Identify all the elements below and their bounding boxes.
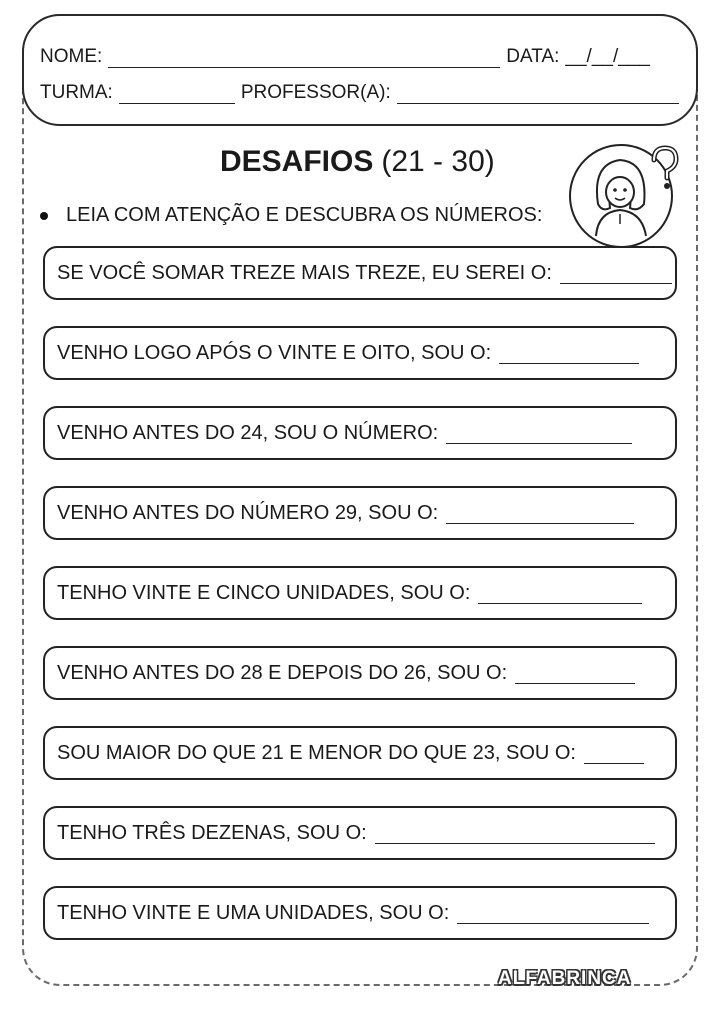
turma-label: TURMA: (40, 82, 113, 103)
header-row-turma-professor (40, 82, 685, 104)
instruction (40, 204, 542, 227)
question-text: VENHO LOGO APÓS O VINTE E OITO, SOU O: (57, 341, 492, 364)
answer-blank[interactable] (446, 503, 634, 524)
professor-field[interactable] (397, 85, 679, 104)
student-info-header (22, 14, 698, 126)
question-text: SOU MAIOR DO QUE 21 E MENOR DO QUE 23, SOU O: (57, 741, 576, 764)
header-row-name-date (40, 46, 650, 68)
question-text: TENHO TRÊS DEZENAS, SOU O: (57, 821, 367, 844)
question-text: VENHO ANTES DO 24, SOU O NÚMERO: (57, 421, 439, 444)
data-field[interactable]: __/__/___ (565, 46, 650, 67)
question-text: VENHO ANTES DO 28 E DEPOIS DO 26, SOU O: (57, 661, 508, 684)
question-box (43, 326, 677, 380)
question-box (43, 246, 677, 300)
bullet-icon (40, 212, 48, 220)
data-label: DATA: (506, 46, 560, 67)
professor-label: PROFESSOR(A): (240, 82, 391, 103)
brand-logo: ALFABRINCA (498, 968, 632, 989)
nome-field[interactable] (108, 49, 500, 68)
title-range: (21 - 30) (381, 145, 495, 178)
page-title (220, 145, 495, 179)
question-text: TENHO VINTE E CINCO UNIDADES, SOU O: (57, 581, 471, 604)
question-box (43, 886, 677, 940)
question-box (43, 486, 677, 540)
question-box (43, 406, 677, 460)
answer-blank[interactable] (446, 423, 632, 444)
answer-blank[interactable] (584, 743, 644, 764)
nome-label: NOME: (40, 46, 103, 67)
question-box (43, 726, 677, 780)
answer-blank[interactable] (499, 343, 639, 364)
question-box (43, 806, 677, 860)
question-text: SE VOCÊ SOMAR TREZE MAIS TREZE, EU SEREI O: (57, 261, 552, 284)
question-text: TENHO VINTE E UMA UNIDADES, SOU O: (57, 901, 450, 924)
answer-blank[interactable] (560, 263, 672, 284)
girl-thinking-icon (568, 138, 686, 250)
answer-blank[interactable] (478, 583, 642, 604)
question-text: VENHO ANTES DO NÚMERO 29, SOU O: (57, 501, 439, 524)
title-strong: DESAFIOS (220, 145, 374, 178)
question-box (43, 566, 677, 620)
answer-blank[interactable] (515, 663, 635, 684)
turma-field[interactable] (119, 85, 235, 104)
answer-blank[interactable] (375, 823, 655, 844)
answer-blank[interactable] (457, 903, 649, 924)
instruction-text: LEIA COM ATENÇÃO E DESCUBRA OS NÚMEROS: (66, 204, 543, 226)
question-box (43, 646, 677, 700)
